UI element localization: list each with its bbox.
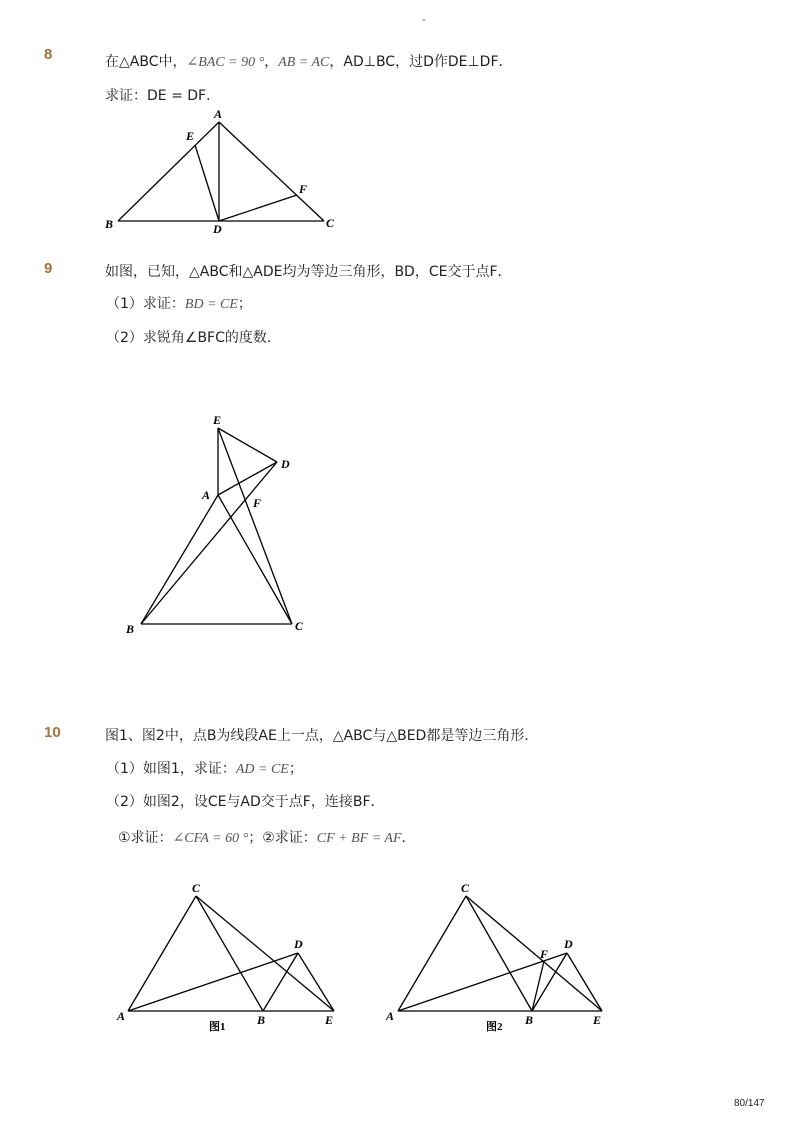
fig1-label-c: C: [192, 881, 201, 895]
fig2-caption: 图2: [486, 1021, 503, 1033]
q9-label-b: B: [126, 622, 135, 636]
fig2-seg-cb: [466, 896, 532, 1011]
q9-p1-math: BD = CE: [184, 297, 238, 312]
fig2-label-d: D: [564, 937, 573, 951]
q8-prove: 求证：DE = DF．: [105, 88, 221, 104]
q8-label-b: B: [105, 217, 114, 231]
q8-label-d: D: [213, 222, 222, 236]
fig2-label-b: B: [525, 1013, 534, 1027]
fig2-seg-bf: [532, 961, 544, 1011]
q9-label-f: F: [253, 496, 262, 510]
q8-sep: ，: [264, 54, 279, 70]
fig1-caption: 图1: [209, 1021, 226, 1033]
q9-p1-post: ；: [237, 296, 252, 312]
q9-label-a: A: [202, 488, 211, 502]
question-number-10: 10: [44, 724, 61, 741]
fig2-seg-ce: [466, 896, 602, 1011]
fig1-label-b: B: [257, 1013, 266, 1027]
fig2-label-f: F: [540, 947, 549, 961]
fig2-seg-bd: [532, 953, 567, 1011]
q8-label-a: A: [214, 107, 223, 121]
q9-label-c: C: [295, 619, 304, 633]
q10-p3-c: ．: [401, 830, 416, 846]
q10-p3-math1: ∠CFA = 60 °: [172, 831, 249, 846]
q9-statement: 如图，已知，△ABC和△ADE均为等边三角形，BD，CE交于点F．: [105, 264, 512, 280]
fig2-label-c: C: [461, 881, 470, 895]
q8-label-c: C: [326, 216, 335, 230]
q8-label-e: E: [186, 129, 195, 143]
fig1-label-a: A: [117, 1009, 126, 1023]
q10-p3-a: ①求证：: [118, 830, 173, 846]
q10-part2: （2）如图2，设CE与AD交于点F，连接BF．: [106, 794, 385, 810]
q9-part2: （2）求锐角∠BFC的度数．: [106, 330, 281, 346]
fig1-label-e: E: [325, 1013, 334, 1027]
page-number: 80/147: [734, 1098, 765, 1109]
q8-stmt-pre: 在△ABC中，: [105, 54, 187, 70]
q10-p1-math: AD = CE: [235, 762, 289, 777]
top-mark: -: [422, 14, 426, 26]
q10-p3-b: ；②求证：: [248, 830, 317, 846]
q9-p1-pre: （1）求证：: [106, 296, 185, 312]
q10-p3-math2: CF + BF = AF: [316, 831, 402, 846]
q10-statement: 图1、图2中，点B为线段AE上一点，△ABC与△BED都是等边三角形．: [105, 728, 539, 744]
q8-angle-math: ∠BAC = 90 °: [186, 55, 265, 70]
fig2-seg-de: [567, 953, 602, 1011]
q9-label-e: E: [213, 413, 222, 427]
q8-stmt-post: ，AD⊥BC，过D作DE⊥DF．: [329, 54, 513, 70]
q8-label-f: F: [299, 182, 308, 196]
question-number-9: 9: [44, 260, 53, 277]
q10-p1-post: ；: [288, 761, 303, 777]
fig2-label-e: E: [593, 1013, 602, 1027]
fig2-seg-ac: [398, 896, 466, 1011]
q9-label-d: D: [281, 457, 290, 471]
fig1-label-d: D: [294, 937, 303, 951]
fig2-seg-ad: [398, 953, 567, 1011]
q10-p1-pre: （1）如图1，求证：: [106, 761, 236, 777]
fig2-label-a: A: [386, 1009, 395, 1023]
q8-equal-math: AB = AC: [278, 55, 330, 70]
question-number-8: 8: [44, 46, 53, 63]
